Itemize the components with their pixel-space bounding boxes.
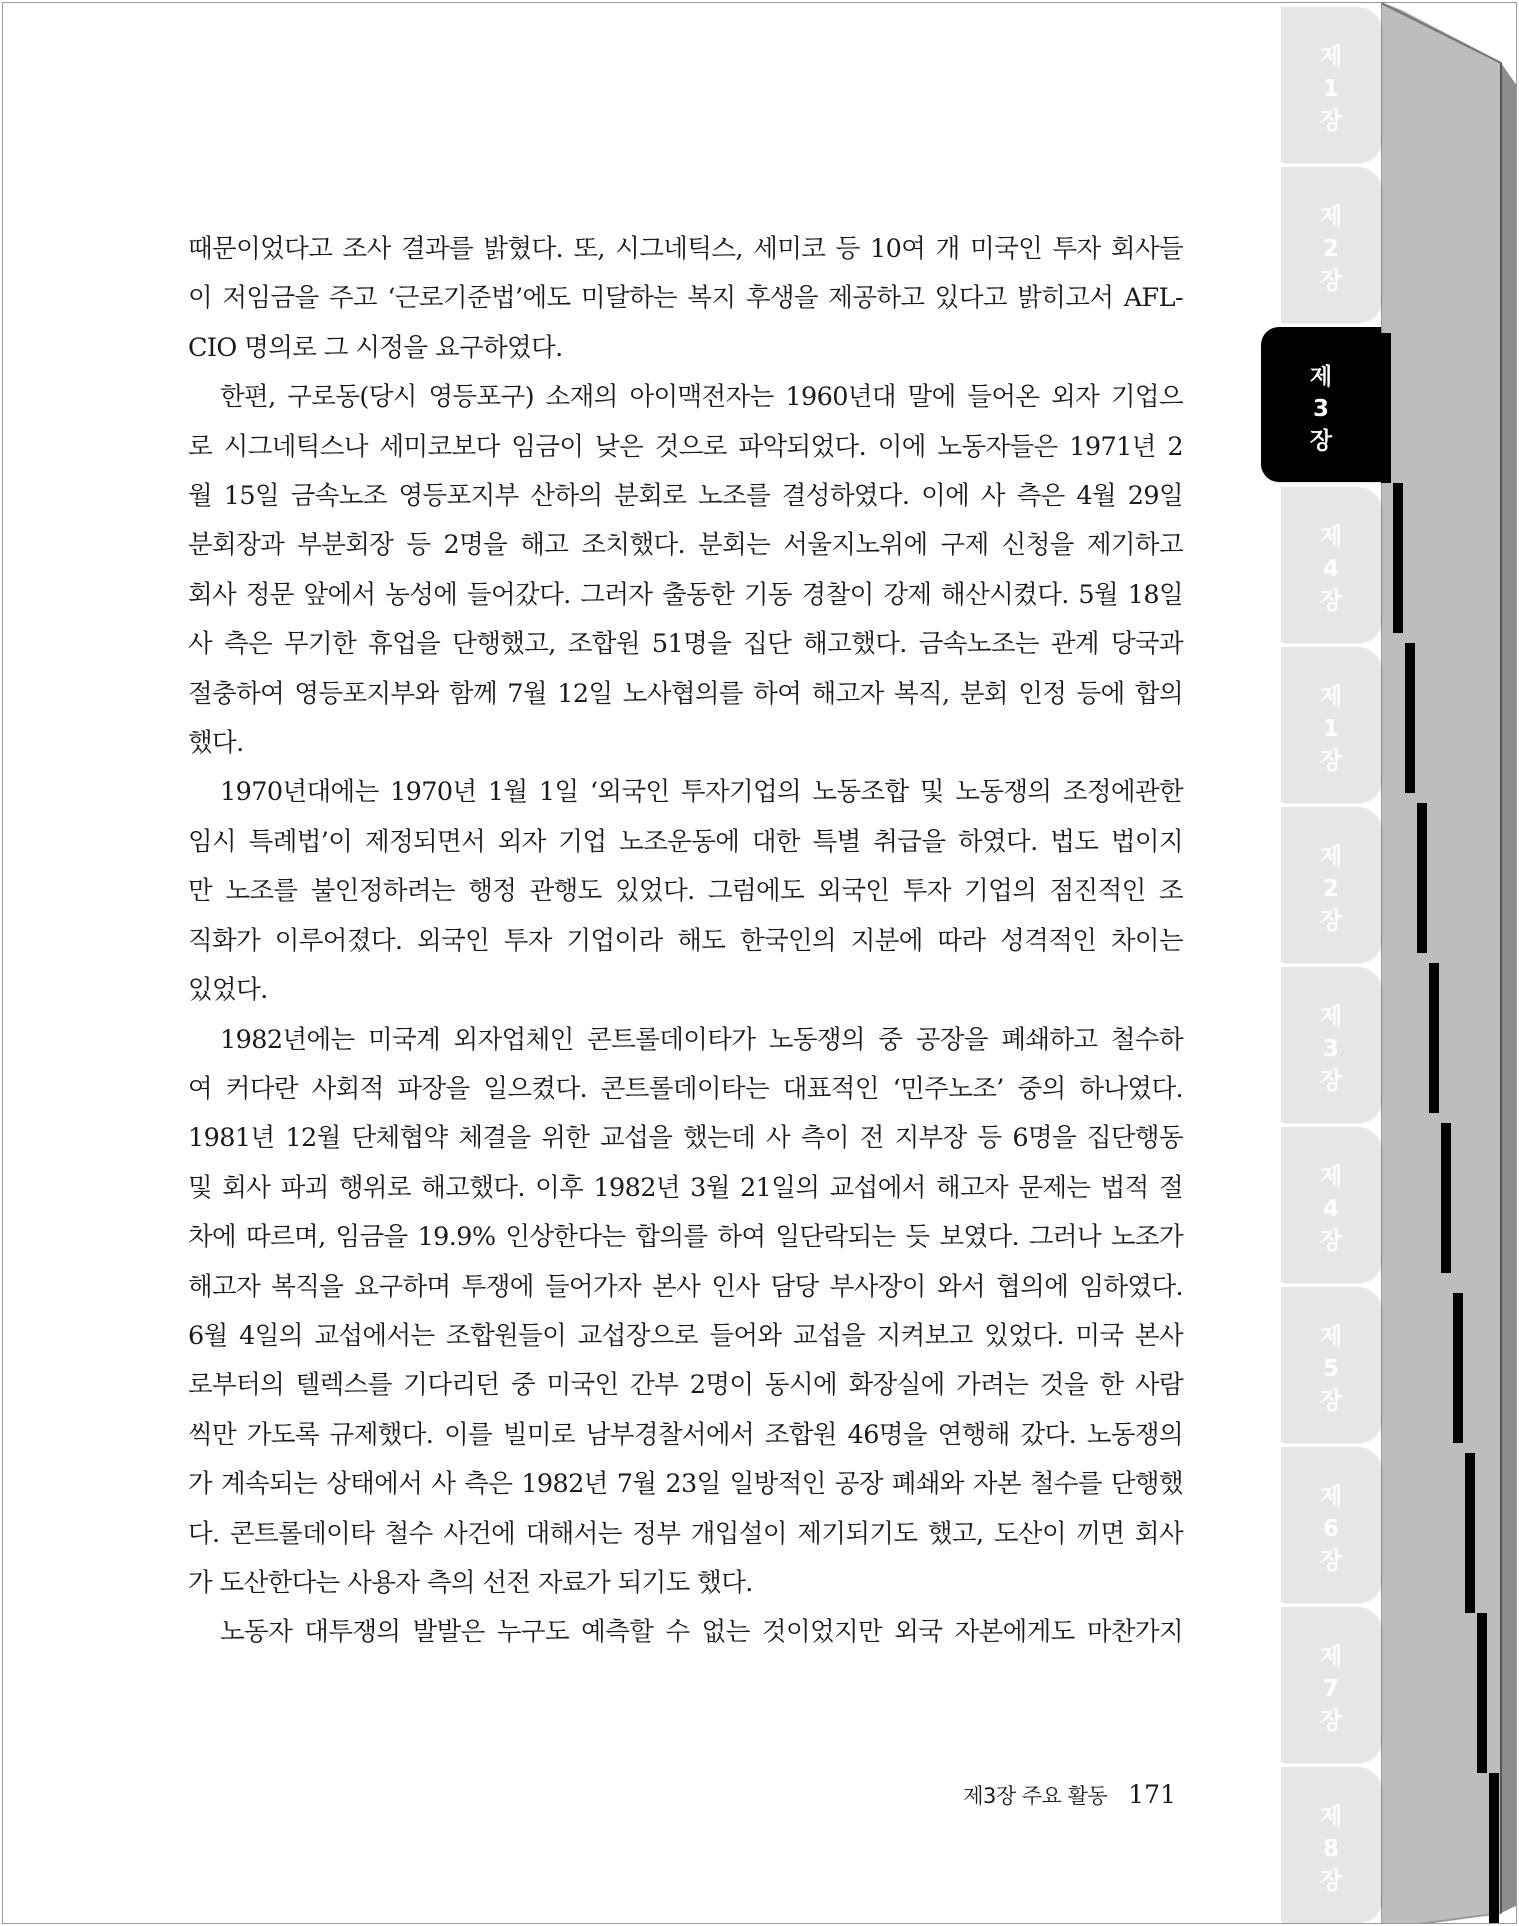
chapter-tab-label: 제: [1309, 364, 1333, 390]
running-footer-chapter: 제3장 주요 활동: [963, 1784, 1108, 1808]
chapter-tab-label: 제: [1319, 1004, 1343, 1030]
book-edge: [1381, 3, 1517, 1924]
chapter-tab-label: 장: [1319, 1868, 1343, 1894]
chapter-tab-label: 7: [1322, 1676, 1339, 1702]
chapter-tab-label: 4: [1322, 1196, 1339, 1222]
text-line: 회사 정문 앞에서 농성에 들어갔다. 그러자 출동한 기동 경찰이 강제 해산시켰다. 5월 18일: [188, 579, 1183, 610]
chapter-tab-label: 8: [1322, 1836, 1339, 1862]
text-line: 때문이었다고 조사 결과를 밝혔다. 또, 시그네틱스, 세미코 등 10여 개 미국인 투자 회사들: [188, 234, 1183, 264]
text-line: 있었다.: [188, 975, 268, 1006]
chapter-tab-label: 장: [1319, 748, 1343, 774]
text-line: 임시 특례법’이 제정되면서 외자 기업 노조운동에 대한 특별 취급을 하였다. 법도 법이지: [188, 826, 1183, 857]
chapter-tab[interactable]: [1281, 807, 1381, 962]
chapter-tab-label: 제: [1319, 1804, 1343, 1830]
chapter-tab-label: 6: [1322, 1516, 1339, 1542]
chapter-tab[interactable]: [1281, 647, 1381, 802]
page-footer: [963, 1780, 1176, 1810]
chapter-tab[interactable]: [1281, 487, 1381, 642]
text-line: 1970년대에는 1970년 1월 1일 ‘외국인 투자기업의 노동조합 및 노동쟁의 조정에관한: [220, 777, 1183, 808]
text-line: 노동자 대투쟁의 발발은 누구도 예측할 수 없는 것이었지만 외국 자본에게도 마찬가지: [220, 1617, 1183, 1648]
chapter-tab-label: 4: [1322, 556, 1339, 582]
chapter-tab-label: 장: [1319, 1068, 1343, 1094]
chapter-tab-label: 2: [1322, 236, 1339, 262]
text-line: 사 측은 무기한 휴업을 단행했고, 조합원 51명을 집단 해고했다. 금속노조는 관계 당국과: [188, 629, 1183, 660]
chapter-tab[interactable]: [1281, 7, 1381, 162]
chapter-tab-label: 장: [1319, 1548, 1343, 1574]
chapter-tab-label: 1: [1322, 716, 1339, 742]
chapter-tab[interactable]: [1281, 1607, 1381, 1762]
text-line: 했다.: [188, 728, 244, 759]
chapter-tab-label: 장: [1319, 1708, 1343, 1734]
chapter-tab[interactable]: [1281, 1767, 1381, 1922]
chapter-tab-label: 3: [1312, 396, 1329, 422]
chapter-tab-label: 제: [1319, 1644, 1343, 1670]
chapter-tab-label: 장: [1319, 1228, 1343, 1254]
page-number: 171: [1128, 1780, 1176, 1809]
chapter-tab-label: 장: [1309, 428, 1333, 454]
text-line: 직화가 이루어졌다. 외국인 투자 기업이라 해도 한국인의 지분에 따라 성격적인 차이는: [188, 925, 1183, 956]
chapter-tab-label: 장: [1319, 908, 1343, 934]
text-line: 1981년 12월 단체협약 체결을 위한 교섭을 했는데 사 측이 전 지부장 등 6명을 집단행동: [188, 1123, 1183, 1154]
chapter-tab-label: 장: [1319, 268, 1343, 294]
chapter-tab-label: 제: [1319, 204, 1343, 230]
chapter-tab-label: 장: [1319, 108, 1343, 134]
chapter-tab[interactable]: [1261, 327, 1381, 482]
text-line: 만 노조를 불인정하려는 행정 관행도 있었다. 그럼에도 외국인 투자 기업의 점진적인 조: [188, 876, 1183, 907]
chapter-tab[interactable]: [1281, 967, 1381, 1122]
chapter-tab[interactable]: [1281, 167, 1381, 322]
chapter-tab-label: 장: [1319, 1388, 1343, 1414]
chapter-tab-label: 2: [1322, 876, 1339, 902]
text-line: 및 회사 파괴 행위로 해고했다. 이후 1982년 3월 21일의 교섭에서 해고자 문제는 법적 절: [188, 1172, 1183, 1203]
text-line: 여 커다란 사회적 파장을 일으켰다. 콘트롤데이타는 대표적인 ‘민주노조’ 중의 하나였다.: [188, 1073, 1183, 1104]
text-line: 이 저임금을 주고 ‘근로기준법’에도 미달하는 복지 후생을 제공하고 있다고 밝히고서 AFL-: [188, 283, 1183, 314]
chapter-tab[interactable]: [1281, 1127, 1381, 1282]
text-line: 분회장과 부분회장 등 2명을 해고 조치했다. 분회는 서울지노위에 구제 신청을 제기하고: [188, 530, 1183, 561]
text-line: 한편, 구로동(당시 영등포구) 소재의 아이맥전자는 1960년대 말에 들어온 외자 기업으: [220, 382, 1183, 413]
chapter-tab-label: 제: [1319, 684, 1343, 710]
text-line: 차에 따르며, 임금을 19.9% 인상한다는 합의를 하여 일단락되는 듯 보였다. 그러나 노조가: [188, 1222, 1183, 1253]
chapter-tab-label: 제: [1319, 44, 1343, 70]
chapter-tab-label: 제: [1319, 1164, 1343, 1190]
chapter-tab-label: 제: [1319, 524, 1343, 550]
text-line: 씩만 가도록 규제했다. 이를 빌미로 남부경찰서에서 조합원 46명을 연행해 갔다. 노동쟁의: [188, 1419, 1183, 1450]
text-line: 로 시그네틱스나 세미코보다 임금이 낮은 것으로 파악되었다. 이에 노동자들은 1971년 2: [188, 431, 1183, 462]
chapter-tab-label: 5: [1322, 1356, 1339, 1382]
text-line: 1982년에는 미국계 외자업체인 콘트롤데이타가 노동쟁의 중 공장을 폐쇄하고 철수하: [220, 1024, 1183, 1055]
chapter-tab-label: 제: [1319, 844, 1343, 870]
text-line: 해고자 복직을 요구하며 투쟁에 들어가자 본사 인사 담당 부사장이 와서 협의에 임하였다.: [188, 1271, 1183, 1302]
chapter-tab-strip: [1281, 3, 1517, 1924]
text-line: CIO 명의로 그 시정을 요구하였다.: [188, 332, 563, 363]
chapter-tab-label: 3: [1322, 1036, 1339, 1062]
text-line: 가 도산한다는 사용자 측의 선전 자료가 되기도 했다.: [188, 1567, 753, 1598]
text-line: 로부터의 텔렉스를 기다리던 중 미국인 간부 2명이 동시에 화장실에 가려는 것을 한 사람: [188, 1370, 1183, 1401]
chapter-tab[interactable]: [1281, 1287, 1381, 1442]
chapter-tab-label: 1: [1322, 76, 1339, 102]
text-line: 월 15일 금속노조 영등포지부 산하의 분회로 노조를 결성하였다. 이에 사 측은 4월 29일: [188, 481, 1183, 512]
text-line: 가 계속되는 상태에서 사 측은 1982년 7월 23일 일방적인 공장 폐쇄와 자본 철수를 단행했: [188, 1469, 1183, 1500]
text-line: 6월 4일의 교섭에서는 조합원들이 교섭장으로 들어와 교섭을 지켜보고 있었다. 미국 본사: [188, 1320, 1183, 1351]
chapter-tab-label: 제: [1319, 1484, 1343, 1510]
text-line: 다. 콘트롤데이타 철수 사건에 대해서는 정부 개입설이 제기되기도 했고, 도산이 끼면 회사: [188, 1518, 1183, 1549]
book-page: [2, 2, 1517, 1924]
chapter-tab-label: 장: [1319, 588, 1343, 614]
text-line: 절충하여 영등포지부와 함께 7월 12일 노사협의를 하여 해고자 복직, 분회 인정 등에 합의: [188, 678, 1183, 709]
chapter-tab-label: 제: [1319, 1324, 1343, 1350]
chapter-tab[interactable]: [1281, 1447, 1381, 1602]
body-text: [188, 225, 1183, 1658]
